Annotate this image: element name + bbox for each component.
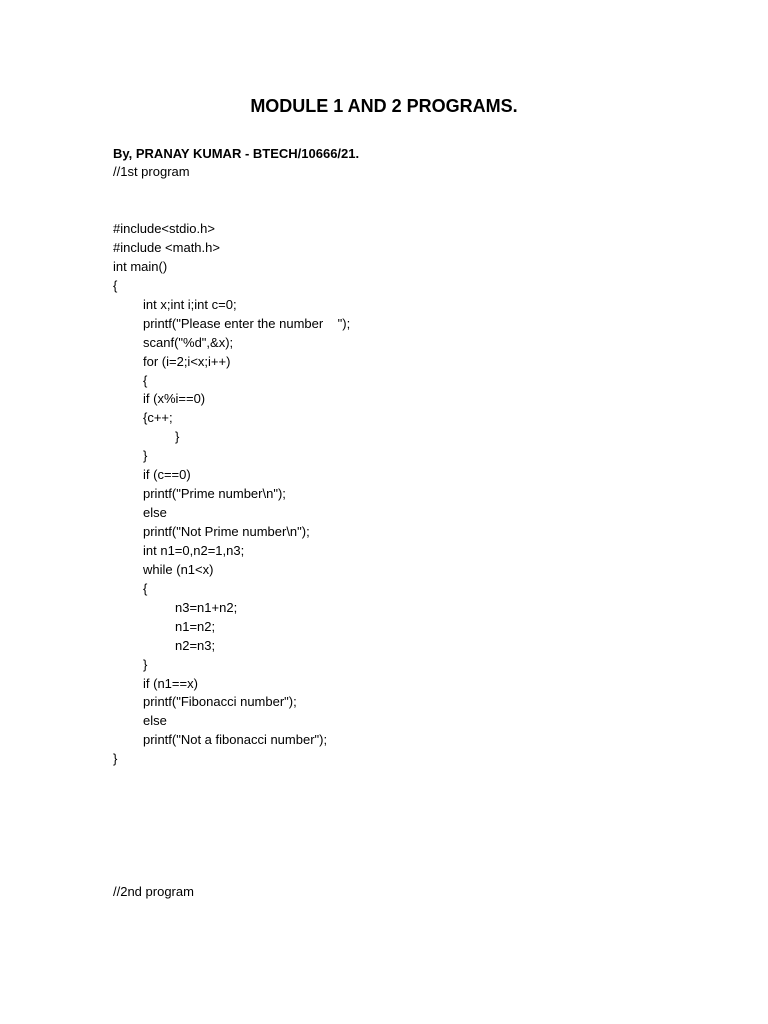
code-line: { [143,580,148,596]
code-line: while (n1<x) [143,561,214,577]
code-line: {c++; [143,410,173,426]
code-line: int x;int i;int c=0; [143,296,237,312]
code-line: printf("Not Prime number\n"); [143,524,310,539]
document-title: MODULE 1 AND 2 PROGRAMS. [250,96,518,116]
code-line: printf("Please enter the number "); [143,315,351,331]
code-line: int main() [113,258,168,274]
code-line: { [143,372,148,388]
code-line: } [143,448,148,464]
code-line: else [143,713,167,729]
code-line: int n1=0,n2=1,n3; [143,542,245,558]
code-line: n2=n3; [175,637,216,653]
code-line: #include<stdio.h> [113,221,215,236]
code-line: n1=n2; [175,618,216,634]
code-line: } [175,429,180,445]
code-line: printf("Prime number\n"); [143,486,286,502]
code-line: } [143,656,148,672]
code-line: #include <math.h> [113,239,220,255]
code-line: if (n1==x) [143,675,198,691]
code-line: printf("Not a fibonacci number"); [143,732,328,748]
code-line: for (i=2;i<x;i++) [143,353,231,369]
author-line: By, PRANAY KUMAR - BTECH/10666/21. [113,146,360,161]
first-program-comment: //1st program [113,164,190,179]
code-line: printf("Fibonacci number"); [143,694,297,710]
code-line: } [113,751,118,767]
code-line: else [143,505,167,521]
code-line: { [113,277,118,293]
code-line: if (x%i==0) [143,391,206,407]
second-program-comment: //2nd program [113,884,194,899]
code-line: if (c==0) [143,467,191,483]
code-line: n3=n1+n2; [175,599,238,615]
code-line: scanf("%d",&x); [143,334,234,350]
code-block [113,220,713,769]
